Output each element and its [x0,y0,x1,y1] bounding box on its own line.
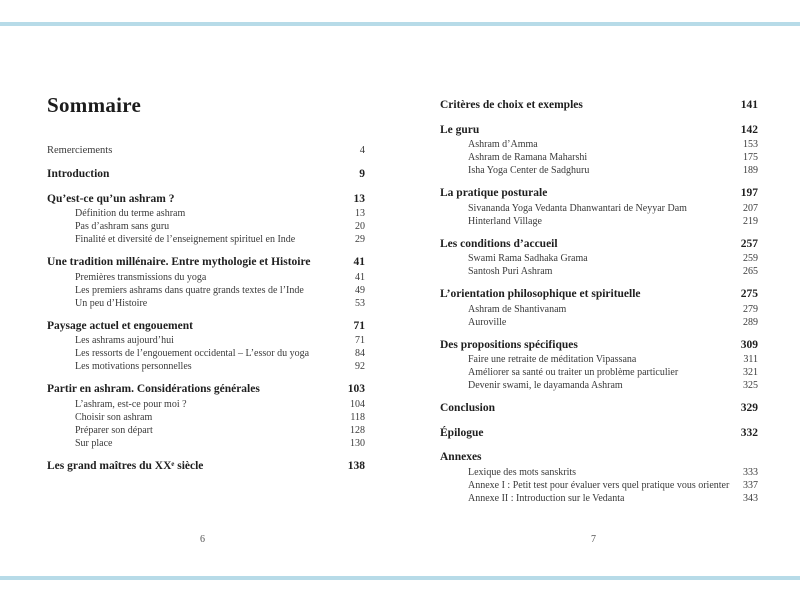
toc-entry-label: Ashram de Ramana Maharshi [468,152,588,163]
toc-entry-page: 333 [743,466,758,478]
toc-entry-label: Les ashrams aujourd’hui [75,335,174,346]
toc-entry-page: 29 [355,234,365,245]
toc-entry-page: 329 [740,402,758,414]
toc-entry [47,398,365,411]
toc-entry [47,271,365,284]
toc-entry-page: 265 [743,266,758,277]
toc-entry-label: Conclusion [440,402,495,414]
toc-entry-page: 128 [350,424,365,436]
toc-entry [440,450,758,466]
toc-entry-page: 71 [355,335,365,346]
folio-right: 7 [591,534,596,545]
toc-entry [440,479,758,492]
toc-entry [47,347,365,360]
toc-entry-label: Isha Yoga Center de Sadghuru [468,165,590,176]
toc-entry [47,360,365,373]
toc-entry-page: 41 [355,271,365,283]
toc-entry-label: Hinterland Village [468,215,542,227]
toc-entry-page: 257 [740,237,758,250]
toc-entry-label: Les conditions d’accueil [440,237,558,250]
toc-entry [47,319,365,335]
toc-entry-label: Ashram d’Amma [468,139,538,150]
toc-entry-page: 337 [743,479,758,491]
toc-entry-label: Devenir swami, le dayamanda Ashram [468,380,623,391]
toc-entry [440,338,758,354]
toc-entry [47,192,365,208]
toc-entry-page: 71 [353,319,365,332]
toc-entry [440,151,758,164]
toc-entry-page: 321 [743,367,758,378]
toc-entry-label: Remerciements [47,145,113,156]
toc-entry [440,316,758,329]
toc-entry-page: 49 [355,284,365,296]
toc-entry-label: Premières transmissions du yoga [75,271,207,283]
toc-entry-page: 4 [359,145,365,156]
toc-entry-label: Finalité et diversité de l’enseignement spirituel en Inde [75,234,296,245]
toc-entry [440,287,758,303]
toc-entry-page: 138 [347,459,365,472]
toc-entry-label: Annexe I : Petit test pour évaluer vers quel pratique vous orienter [468,479,730,491]
page-title: Sommaire [47,93,142,117]
toc-entry-label: Sivananda Yoga Vedanta Dhanwantari de Neyyar Dam [468,202,687,214]
toc-entry-page: 84 [355,348,365,359]
toc-entry-label: Le guru [440,123,480,136]
toc-entry-page: 197 [740,187,758,199]
toc-entry [440,138,758,151]
toc-entry [440,186,758,202]
toc-entry-page: 20 [355,221,365,232]
toc-entry [47,459,365,475]
page-top-edge [0,22,800,26]
toc-entry-label: Un peu d’Histoire [75,297,148,309]
toc-entry [440,98,758,114]
toc-entry-page: 153 [743,139,758,150]
folio-left: 6 [200,534,205,545]
toc-entry-label: Les premiers ashrams dans quatre grands textes de l’Inde [75,284,304,296]
toc-entry [47,167,365,183]
toc-entry-label: Préparer son départ [75,424,153,436]
toc-entry-page: 289 [743,316,758,328]
toc-entry-label: Lexique des mots sanskrits [468,466,577,478]
toc-entry [47,255,365,271]
toc-entry-label: Une tradition millénaire. Entre mythologie et Histoire [47,256,311,268]
page-bottom-edge [0,576,800,580]
toc-entry-label: L’orientation philosophique et spirituelle [440,288,641,300]
toc-entry-label: Annexes [440,451,482,463]
toc-entry-label: Qu’est-ce qu’un ashram ? [47,192,175,205]
toc-entry-page: 309 [740,338,758,351]
toc-entry-page: 343 [743,492,758,504]
toc-entry [440,401,758,417]
toc-entry [440,202,758,215]
toc-entry [440,379,758,392]
toc-entry-page: 53 [355,297,365,309]
toc-entry-page: 142 [740,123,758,136]
toc-entry-label: Critères de choix et exemples [440,99,583,111]
toc-entry-label: Les grand maîtres du XXᵉ siècle [47,459,204,472]
toc-entry [440,366,758,379]
toc-entry-label: Auroville [468,316,507,328]
toc-entry-page: 9 [359,168,365,180]
toc-entry [47,437,365,450]
toc-entry [440,123,758,139]
toc-entry [440,164,758,177]
toc-entry-label: L’ashram, est-ce pour moi ? [75,398,187,410]
toc-entry [47,220,365,233]
toc-entry-label: Pas d’ashram sans guru [75,221,170,232]
toc-entry [440,492,758,505]
toc-entry [440,237,758,253]
toc-entry-label: Paysage actuel et engouement [47,319,193,332]
toc-entry-page: 311 [743,354,758,365]
toc-entry-label: La pratique posturale [440,187,548,199]
toc-entry-page: 103 [347,383,365,395]
toc-entry-label: Épilogue [440,426,484,439]
toc-entry [47,144,365,158]
toc-entry-label: Swami Rama Sadhaka Grama [468,253,588,264]
toc-entry-page: 175 [743,152,758,163]
toc-entry [47,297,365,310]
toc-entry-label: Les motivations personnelles [75,361,192,372]
toc-entry-label: Ashram de Shantivanam [468,303,567,315]
toc-entry [47,334,365,347]
toc-entry [47,233,365,246]
toc-entry-page: 207 [743,202,758,214]
left-page [47,93,365,474]
toc-entry-label: Faire une retraite de méditation Vipassana [468,354,637,365]
toc-entry-page: 92 [355,361,365,372]
toc-list-right [440,98,758,505]
toc-entry [47,424,365,437]
right-page [440,98,758,505]
toc-entry-label: Améliorer sa santé ou traiter un problème particulier [468,367,679,378]
toc-entry [47,382,365,398]
toc-entry-page: 13 [355,208,365,219]
toc-entry-page: 325 [743,380,758,391]
toc-entry-label: Sur place [75,437,113,449]
toc-entry-label: Les ressorts de l’engouement occidental – L’essor du yoga [75,348,310,359]
toc-entry-page: 41 [353,256,365,268]
toc-entry [47,411,365,424]
toc-entry [440,215,758,228]
toc-entry-page: 141 [740,99,758,111]
toc-entry [47,284,365,297]
toc-entry [440,252,758,265]
toc-entry-page: 279 [743,303,758,315]
toc-entry-page: 130 [350,437,365,449]
toc-entry-label: Partir en ashram. Considérations générales [47,383,260,395]
toc-entry-label: Des propositions spécifiques [440,338,578,351]
toc-entry [440,353,758,366]
toc-entry-label: Introduction [47,168,110,180]
toc-entry-page: 259 [743,253,758,264]
toc-entry [440,265,758,278]
toc-entry-page: 332 [740,426,758,439]
toc-entry-label: Annexe II : Introduction sur le Vedanta [468,492,625,504]
toc-entry-label: Santosh Puri Ashram [468,266,553,277]
toc-entry-page: 275 [740,288,758,300]
toc-entry-page: 118 [350,411,365,423]
toc-entry-page: 104 [350,398,365,410]
toc-entry [440,426,758,442]
toc-entry [440,466,758,479]
toc-entry-page: 219 [743,215,758,227]
toc-entry-page: 13 [353,192,365,205]
toc-list-left [47,144,365,474]
toc-entry-label: Définition du terme ashram [75,208,186,219]
toc-entry [440,303,758,316]
toc-entry-page: 189 [743,165,758,176]
toc-entry-label: Choisir son ashram [75,411,153,423]
toc-entry [47,207,365,220]
